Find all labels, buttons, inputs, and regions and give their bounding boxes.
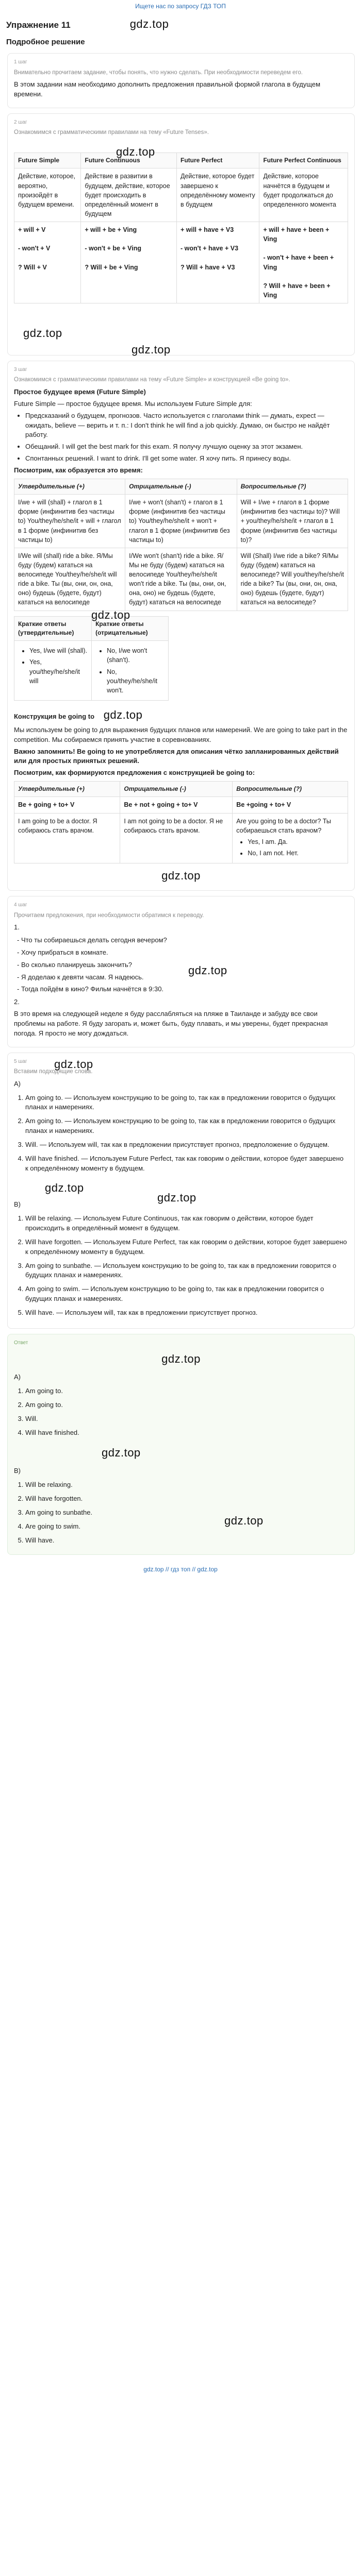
be-going-to-table (14, 781, 348, 863)
step-1-card (7, 53, 355, 108)
list-item: 3. Will. — Используем will, так как в предложении присутствует прогноз, предположение о будущем. (25, 1140, 348, 1150)
table-cell: I/we + will (shall) + глагол в 1 форме (инфинитив без частицы to) You/they/he/she/it + will + глагол в 1 форме (инфинитив без частицы to) (14, 495, 125, 548)
table-cell (14, 641, 92, 701)
table-header: Future Continuous (81, 153, 177, 168)
title-row (0, 16, 361, 32)
table-cell: I/We will (shall) ride a bike. Я/Мы буду (будем) кататься на велосипеде You/they/he/she/it will ride a bike. Ты (вы, они, он, она, оно) будешь (будете, будут) кататься на велосипеде (14, 548, 125, 611)
list-item: 5. Will have. — Используем will, так как в предложении присутствует прогноз. (25, 1308, 348, 1318)
list-item: 4. Are going to swim. (25, 1522, 348, 1532)
top-link[interactable]: Ищете нас по запросу ГДЗ ТОП (135, 3, 226, 10)
future-simple-title: Простое будущее время (Future Simple) (14, 388, 146, 396)
future-simple-table (14, 479, 348, 611)
watermark: gdz.top (224, 1514, 264, 1527)
dialog-line: - Во сколько планируешь закончить? (17, 960, 132, 969)
table-header: Вопросительные (?) (237, 479, 348, 494)
watermark: gdz.top (157, 1191, 196, 1204)
table-cell: Will (Shall) I/we ride a bike? Я/Мы буду (будем) кататься на велосипеде? Will you/they/he/she/it ride a bike? Ты (вы, они, он, она, оно) будешь (будете, будут) кататься на велосипеде? (237, 548, 348, 611)
formula: + will + be + Ving (85, 226, 137, 234)
future-tenses-table (14, 152, 348, 303)
table-cell: I am going to be a doctor. Я собираюсь стать врачом. (14, 813, 120, 863)
list-item: 1. Am going to. — Используем конструкцию to be going to, так как в предложении говорится о будущих планах и намерениях. (25, 1093, 348, 1113)
section-subtitle: Подробное решение (6, 38, 85, 47)
table-cell: I/we + won't (shan't) + глагол в 1 форме (инфинитив без частицы to) You/they/he/she/it + won't + глагол в 1 форме (инфинитив без частицы to) (125, 495, 237, 548)
watermark: gdz.top (161, 1352, 201, 1366)
table-header: Future Perfect (177, 153, 259, 168)
future-simple-intro: Future Simple — простое будущее время. Мы используем Future Simple для: (14, 399, 252, 408)
formula: ? Will + have + V3 (180, 263, 235, 271)
dialog-line: - Тогда пойдём в кино? Фильм начнётся в 9:30. (17, 985, 164, 993)
list-item: 2. Will have forgotten. — Используем Future Perfect, так как говорим о действии, которое будет завершено к определённому моменту в будущем. (25, 1238, 348, 1257)
table-header: Утвердительные (+) (14, 479, 125, 494)
step-label: 4 шаг (14, 902, 27, 908)
table-header: Вопросительные (?) (233, 782, 348, 797)
watermark: gdz.top (188, 964, 227, 977)
formula: - won't + have + V3 (180, 245, 239, 252)
table-cell (81, 222, 177, 303)
part-label: A) (14, 1079, 21, 1088)
list-item: • No, I/we won't (shan't). (107, 646, 165, 665)
step-2-card (7, 113, 355, 355)
table-header: Future Simple (14, 153, 81, 168)
step-text: В этом задании нам необходимо дополнить предложения правильной формой глагола в будущем времени. (14, 80, 321, 98)
list-item: 2. Will have forgotten. (25, 1494, 348, 1504)
table-cell: Be + not + going + to+ V (120, 797, 233, 813)
list-item: 3. Am going to sunbathe. — Используем конструкцию to be going to, так как в предложении говорится о будущих планах и намерениях. (25, 1261, 348, 1281)
be-going-to-title-text: Конструкция be going to (14, 712, 95, 720)
table-cell: Be + going + to+ V (14, 797, 120, 813)
final-answers-b (14, 1480, 348, 1545)
table-cell (259, 222, 348, 303)
be-going-to-remember: Важно запомнить! Be going to не употребляется для описания чётко запланированных действий или для простых принятых решений. (14, 747, 339, 765)
formula: + will + have + V3 (180, 226, 234, 234)
cell-text: Are you going to be a doctor? Ты собираешься стать врачом? (236, 817, 331, 834)
table-header: Краткие ответы (утвердительные) (14, 616, 92, 641)
table-header: Краткие ответы (отрицательные) (92, 616, 169, 641)
part-label: B) (14, 1467, 21, 1475)
list-item: • Предсказаний о будущем, прогнозов. Часто используется с глаголами think — думать, expect — ожидать, believe — верить и т. п.: I don't think he will find a job quickly. Думаю, он быстро не найдёт работу. (25, 411, 348, 440)
formula: - won't + be + Ving (85, 245, 142, 252)
watermark-row (14, 1442, 348, 1464)
list-item: • Yes, I am. Да. (248, 837, 344, 846)
table-cell: I am not going to be a doctor. Я не собираюсь стать врачом. (120, 813, 233, 863)
dialog-line: - Я доделаю к девяти часам. Я надеюсь. (17, 973, 144, 981)
watermark: gdz.top (91, 608, 130, 621)
part-label: A) (14, 1373, 21, 1381)
watermark: gdz.top (129, 18, 169, 31)
watermark: gdz.top (102, 1446, 141, 1460)
list-item: 4. Will have finished. (25, 1428, 348, 1438)
part-label: B) (14, 1200, 21, 1209)
table-cell: Be +going + to+ V (233, 797, 348, 813)
step-hint: Ознакомимся с грамматическими правилами на тему «Future Simple» и конструкцией «Be going to». (14, 377, 290, 383)
final-answers-a (14, 1386, 348, 1437)
list-item: 1. Will be relaxing. — Используем Future Continuous, так как говорим о действии, которое будет происходить в определённый момент в будущем. (25, 1214, 348, 1233)
page-title: Упражнение 11 (6, 20, 71, 30)
dialog-line: - Хочу прибраться в комнате. (17, 948, 108, 956)
list-item: 2. Am going to. — Используем конструкцию to be going to, так как в предложении говорится о будущих планах и намерениях. (25, 1116, 348, 1136)
watermark: gdz.top (45, 1181, 84, 1194)
step-hint: Вставим подходящие слова. (14, 1069, 93, 1075)
formula: ? Will + be + Ving (85, 263, 138, 271)
watermark: gdz.top (23, 326, 62, 340)
table-cell: I/We won't (shan't) ride a bike. Я/Мы не буду (будем) кататься на велосипеде You/they/he/she/it won't ride a bike. Ты (вы, они, он, она, оно) не будешь (будете, будут) кататься на велосипеде (125, 548, 237, 611)
table-cell: Действие, которое, вероятно, произойдёт в будущем времени. (14, 168, 81, 222)
answer-card (7, 1334, 355, 1555)
top-link-bar (0, 0, 361, 16)
formula: - won't + V (18, 245, 51, 252)
list-item: 3. Will. (25, 1414, 348, 1424)
step-5-card (7, 1053, 355, 1329)
formula: + will + have + been + Ving (263, 226, 330, 243)
watermark: gdz.top (54, 1057, 93, 1071)
list-item: • Обещаний. I will get the best mark for this exam. Я получу лучшую оценку за этот экзамен. (25, 442, 348, 452)
section-number: 2. (14, 998, 20, 1006)
step-hint: Ознакомимся с грамматическими правилами на тему «Future Tenses». (14, 129, 209, 136)
list-item: • Спонтанных решений. I want to drink. I'll get some water. Я хочу пить. Я принесу воды. (25, 454, 348, 464)
step-label: 1 шаг (14, 59, 27, 65)
list-item: 4. Am going to swim. — Используем конструкцию to be going to, так как в предложении говорится о будущих планах и намерениях. (25, 1284, 348, 1304)
table-cell: Will + I/we + глагол в 1 форме (инфинитив без частицы to)? Will + you/they/he/she/it + глагол в 1 форме (инфинитив без частицы to)? (237, 495, 348, 548)
short-answers-table (14, 616, 169, 701)
table-header: Отрицательные (-) (120, 782, 233, 797)
dialog-line: - Что ты собираешься делать сегодня вечером? (17, 936, 167, 944)
list-item: 1. Will be relaxing. (25, 1480, 348, 1490)
watermark-row (14, 1350, 348, 1370)
step-4-card (7, 896, 355, 1047)
table-cell: Действие, которое начнётся в будущем и будет продолжаться до определенного момента (259, 168, 348, 222)
table-cell (14, 222, 81, 303)
table-cell: Действие, которое будет завершено к определённому моменту в будущем (177, 168, 259, 222)
step-label: 2 шаг (14, 119, 27, 125)
table-cell (233, 813, 348, 863)
watermark: gdz.top (132, 343, 171, 356)
table-cell (177, 222, 259, 303)
formula: ? Will + have + been + Ving (263, 282, 331, 299)
list-item: • Yes, you/they/he/she/it will (29, 657, 88, 685)
section-number: 1. (14, 923, 20, 931)
formula: - won't + have + been + Ving (263, 254, 334, 271)
bottom-link-bar (0, 1560, 361, 1577)
list-item: 5. Will have. (25, 1536, 348, 1546)
be-going-to-how: Посмотрим, как формируются предложения с конструкцией be going to: (14, 769, 255, 777)
watermark: gdz.top (116, 145, 155, 158)
answers-list-b (14, 1214, 348, 1318)
be-going-to-title (14, 707, 348, 723)
step-label: 3 шаг (14, 366, 27, 372)
list-item: 1. Am going to. (25, 1386, 348, 1396)
list-item: 4. Will have finished. — Используем Future Perfect, так как говорим о действии, которое будет завершено к определённому моменту в будущем. (25, 1154, 348, 1174)
list-item: • No, you/they/he/she/it won't. (107, 667, 165, 695)
watermark: gdz.top (161, 869, 201, 883)
dialog-list (17, 936, 348, 994)
watermark: gdz.top (103, 708, 143, 721)
step-hint: Прочитаем предложения, при необходимости обратимся к переводу. (14, 912, 204, 919)
list-item: • Yes, I/we will (shall). (29, 646, 88, 655)
table-cell (92, 641, 169, 701)
table-cell: Действие в развитии в будущем, действие, которое будет происходить в определённый момент в будущем (81, 168, 177, 222)
watermark-row (14, 863, 348, 884)
formula: ? Will + V (18, 263, 47, 271)
formula: + will + V (18, 226, 46, 234)
list-item: 2. Am going to. (25, 1400, 348, 1410)
answer-label: Ответ (14, 1340, 28, 1346)
table-header: Утвердительные (+) (14, 782, 120, 797)
paragraph: В это время на следующей неделе я буду расслабляться на пляже в Таиланде и забуду все свои проблемы на работе. Я буду загорать и, может быть, буду плавать, и мы уверены, будет прекрасная погода. Я просто не могу дождаться. (14, 1010, 328, 1037)
list-item: 3. Am going to sunbathe. (25, 1508, 348, 1518)
be-going-to-intro: Мы используем be going to для выражения будущих планов или намерений. We are going to take part in the competition. Мы собираемся принять участие в соревнованиях. (14, 725, 348, 743)
list-item: • No, I am not. Нет. (248, 849, 344, 858)
how-formed-heading: Посмотрим, как образуется это время: (14, 466, 143, 474)
step-hint: Внимательно прочитаем задание, чтобы понять, что нужно сделать. При необходимости переведем его. (14, 69, 303, 76)
table-header: Отрицательные (-) (125, 479, 237, 494)
step-3-card (7, 361, 355, 891)
bottom-link[interactable]: gdz.top // гдз топ // gdz.top (143, 1566, 218, 1573)
answers-list-a (14, 1093, 348, 1174)
step-label: 5 шаг (14, 1058, 27, 1064)
short-answers-block (14, 608, 348, 701)
table-header: Future Perfect Continuous (259, 153, 348, 168)
future-simple-uses (14, 411, 348, 464)
